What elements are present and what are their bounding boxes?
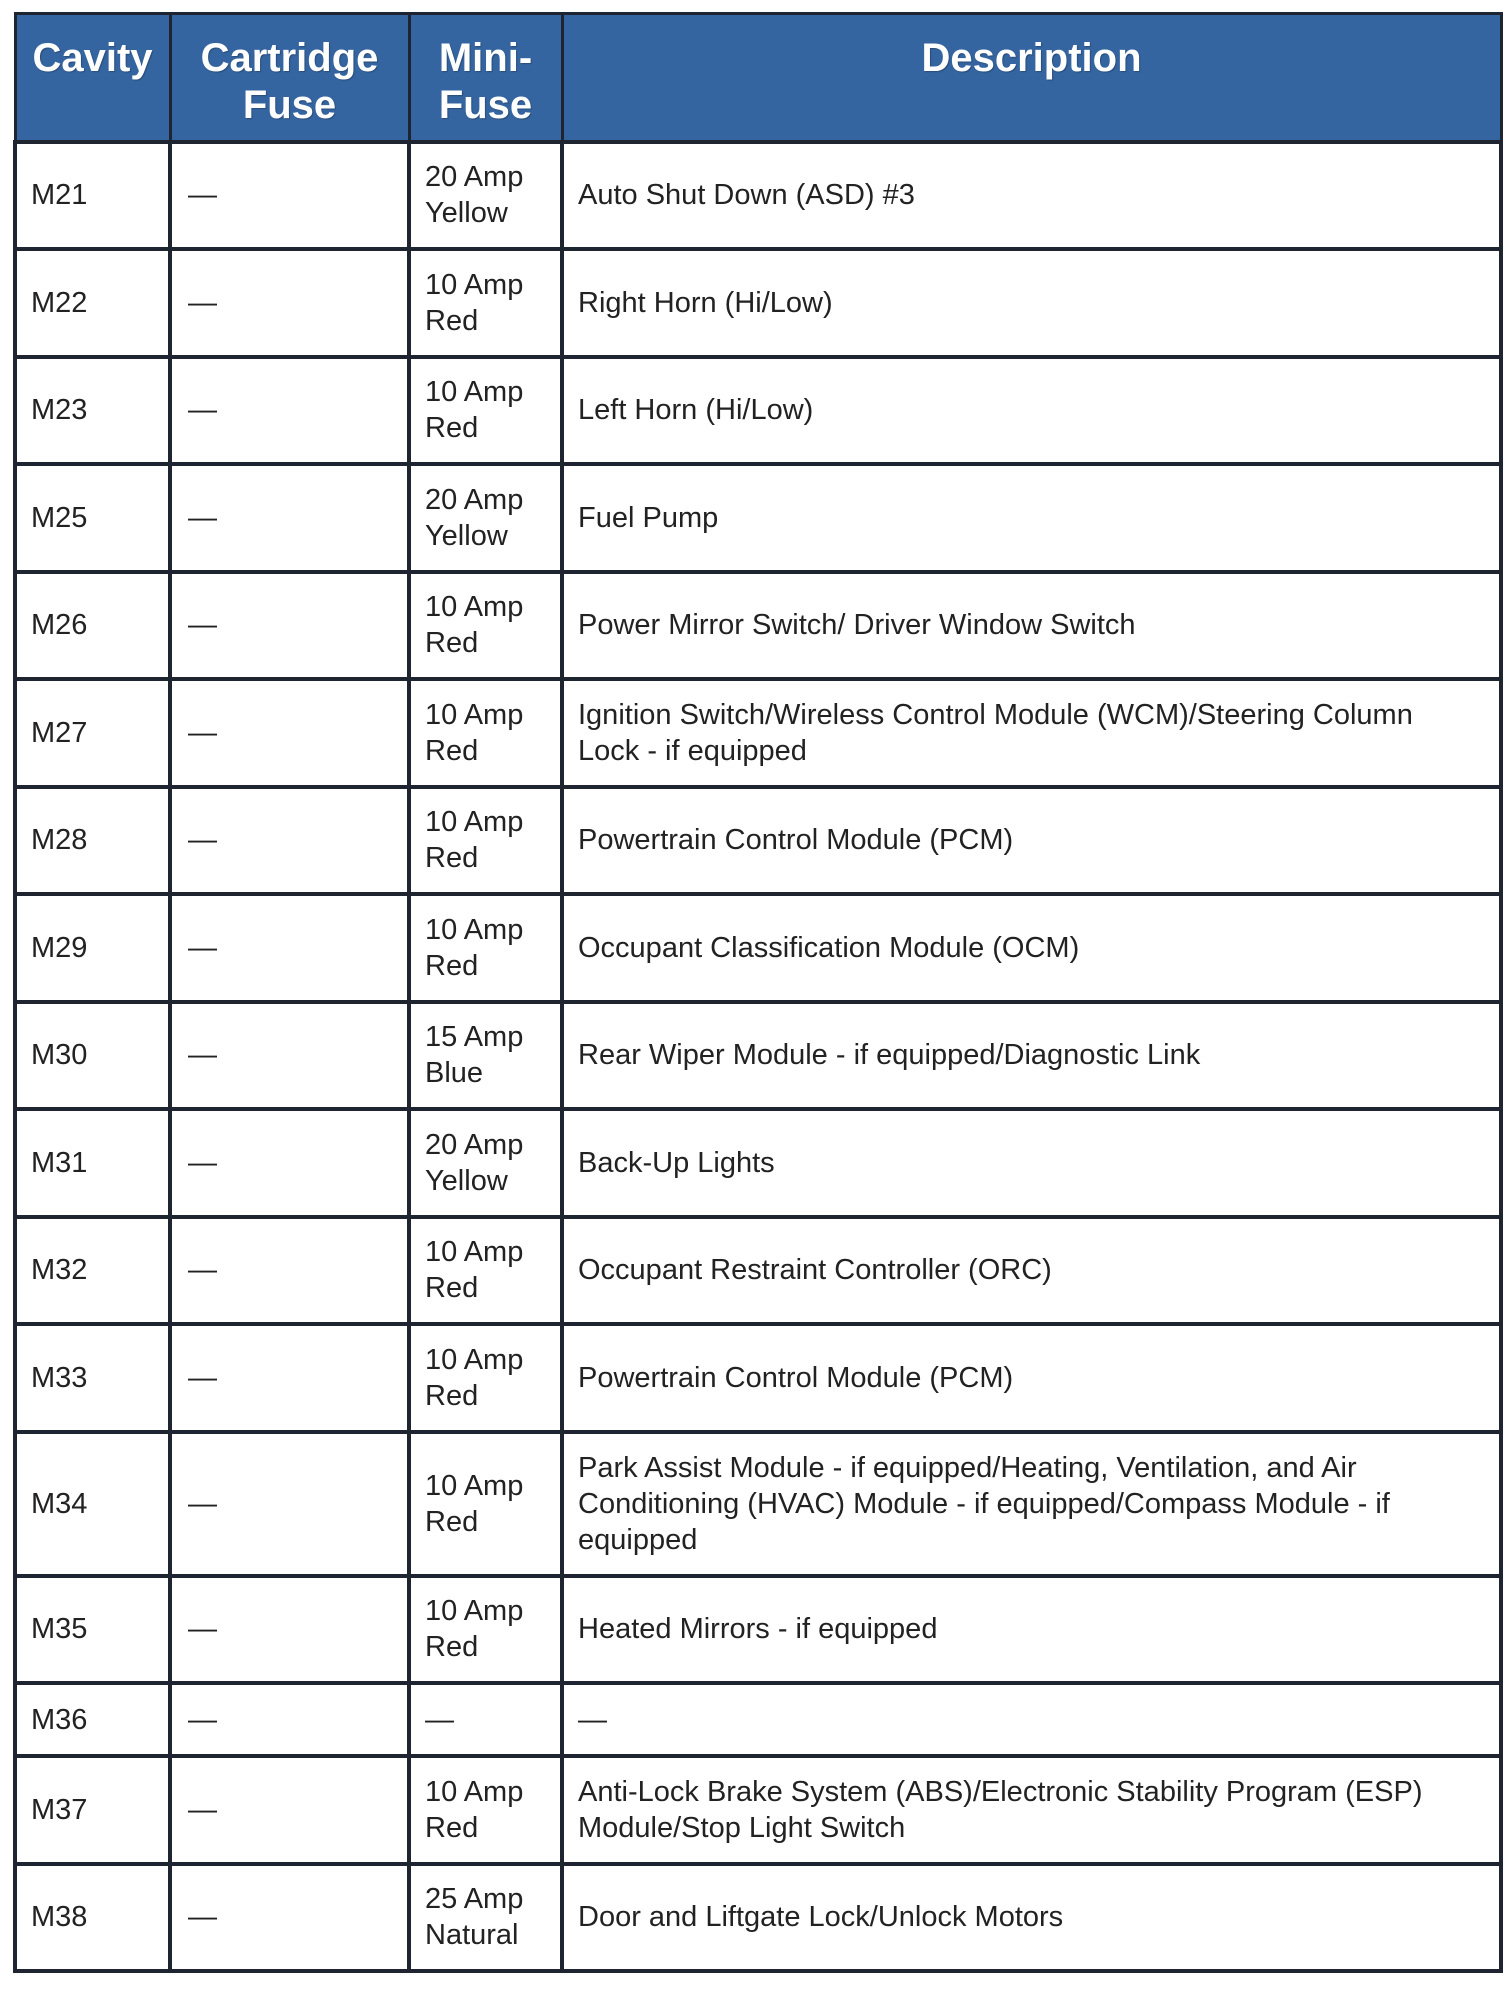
cell-mini-fuse <box>409 787 562 895</box>
cell-cavity: M32 <box>15 1217 170 1325</box>
cell-description: Ignition Switch/Wireless Control Module (WCM)/Steering Column Lock - if equipped <box>562 679 1501 787</box>
mini-fuse-color: Natural <box>425 1919 519 1952</box>
mini-fuse-color: Red <box>425 842 479 875</box>
cell-mini-fuse <box>409 464 562 572</box>
cell-cartridge-fuse: — <box>170 679 409 787</box>
mini-fuse-color: Red <box>425 412 479 445</box>
cell-mini-fuse <box>409 142 562 250</box>
cell-cartridge-fuse: — <box>170 357 409 465</box>
header-mini-fuse <box>409 14 562 142</box>
mini-fuse-color: Yellow <box>425 1164 508 1197</box>
cell-mini-fuse <box>409 1002 562 1110</box>
mini-fuse-color: Red <box>425 1505 479 1538</box>
cell-description: Powertrain Control Module (PCM) <box>562 1324 1501 1432</box>
cell-cavity: M23 <box>15 357 170 465</box>
cell-mini-fuse <box>409 1432 562 1576</box>
header-cavity <box>15 14 170 142</box>
mini-fuse-amperage: — <box>425 1703 454 1736</box>
cell-description: Auto Shut Down (ASD) #3 <box>562 142 1501 250</box>
table-row <box>15 1217 1501 1325</box>
cell-cartridge-fuse: — <box>170 1756 409 1864</box>
cell-description: Back-Up Lights <box>562 1109 1501 1217</box>
cell-cavity: M26 <box>15 572 170 680</box>
cell-mini-fuse <box>409 1109 562 1217</box>
cell-mini-fuse <box>409 894 562 1002</box>
cell-cavity: M21 <box>15 142 170 250</box>
cell-mini-fuse <box>409 249 562 357</box>
mini-fuse-color: Red <box>425 1379 479 1412</box>
mini-fuse-color: Red <box>425 1811 479 1844</box>
cell-description: Left Horn (Hi/Low) <box>562 357 1501 465</box>
cell-cavity: M30 <box>15 1002 170 1110</box>
cell-cavity: M36 <box>15 1683 170 1756</box>
cell-cavity: M22 <box>15 249 170 357</box>
cell-description: Right Horn (Hi/Low) <box>562 249 1501 357</box>
cell-cavity: M28 <box>15 787 170 895</box>
fuse-table <box>13 12 1503 1973</box>
cell-cavity: M27 <box>15 679 170 787</box>
header-cartridge-fuse <box>170 14 409 142</box>
mini-fuse-amperage: 20 Amp <box>425 161 524 194</box>
mini-fuse-amperage: 10 Amp <box>425 698 524 731</box>
mini-fuse-amperage: 10 Amp <box>425 806 524 839</box>
table-row <box>15 357 1501 465</box>
mini-fuse-amperage: 10 Amp <box>425 1236 524 1269</box>
table-row <box>15 1109 1501 1217</box>
cell-mini-fuse <box>409 1864 562 1972</box>
mini-fuse-amperage: 25 Amp <box>425 1883 524 1916</box>
header-mini-line2: Fuse <box>438 83 533 127</box>
table-row <box>15 572 1501 680</box>
cell-description: Powertrain Control Module (PCM) <box>562 787 1501 895</box>
table-row <box>15 787 1501 895</box>
table-body <box>15 142 1501 1972</box>
mini-fuse-amperage: 15 Amp <box>425 1021 524 1054</box>
cell-mini-fuse <box>409 1217 562 1325</box>
header-row <box>15 14 1501 142</box>
table-row <box>15 1683 1501 1756</box>
cell-mini-fuse <box>409 572 562 680</box>
cell-mini-fuse <box>409 1683 562 1756</box>
cell-cartridge-fuse: — <box>170 464 409 572</box>
cell-description: Heated Mirrors - if equipped <box>562 1576 1501 1684</box>
mini-fuse-color: Blue <box>425 1057 484 1090</box>
cell-cartridge-fuse: — <box>170 142 409 250</box>
mini-fuse-amperage: 20 Amp <box>425 483 524 516</box>
cell-mini-fuse <box>409 357 562 465</box>
cell-description: Fuel Pump <box>562 464 1501 572</box>
cell-description: Park Assist Module - if equipped/Heating, Ventilation, and Air Conditioning (HVAC) Module - if equipped/Compass Module - if equipped <box>562 1432 1501 1576</box>
mini-fuse-color: Yellow <box>425 519 508 552</box>
mini-fuse-amperage: 20 Amp <box>425 1128 524 1161</box>
mini-fuse-amperage: 10 Amp <box>425 1469 524 1502</box>
table-row <box>15 1864 1501 1972</box>
header-cavity-label: Cavity <box>32 36 153 80</box>
cell-cavity: M38 <box>15 1864 170 1972</box>
cell-cartridge-fuse: — <box>170 1576 409 1684</box>
table-row <box>15 142 1501 250</box>
mini-fuse-amperage: 10 Amp <box>425 1343 524 1376</box>
mini-fuse-amperage: 10 Amp <box>425 1775 524 1808</box>
cell-cavity: M35 <box>15 1576 170 1684</box>
table-row <box>15 1324 1501 1432</box>
cell-description: Door and Liftgate Lock/Unlock Motors <box>562 1864 1501 1972</box>
cell-cartridge-fuse: — <box>170 1324 409 1432</box>
cell-mini-fuse <box>409 1324 562 1432</box>
table-row <box>15 1002 1501 1110</box>
mini-fuse-amperage: 10 Amp <box>425 591 524 624</box>
cell-cartridge-fuse: — <box>170 787 409 895</box>
mini-fuse-amperage: 10 Amp <box>425 268 524 301</box>
cell-description: Anti-Lock Brake System (ABS)/Electronic Stability Program (ESP) Module/Stop Light Switch <box>562 1756 1501 1864</box>
cell-cartridge-fuse: — <box>170 1864 409 1972</box>
mini-fuse-color: Red <box>425 949 479 982</box>
table-row <box>15 1432 1501 1576</box>
header-cartridge-line1: Cartridge <box>200 36 379 80</box>
cell-cavity: M29 <box>15 894 170 1002</box>
cell-description: Occupant Classification Module (OCM) <box>562 894 1501 1002</box>
cell-cartridge-fuse: — <box>170 572 409 680</box>
cell-cartridge-fuse: — <box>170 249 409 357</box>
table-row <box>15 894 1501 1002</box>
mini-fuse-color: Yellow <box>425 197 508 230</box>
cell-description: Occupant Restraint Controller (ORC) <box>562 1217 1501 1325</box>
cell-mini-fuse <box>409 1576 562 1684</box>
mini-fuse-color: Red <box>425 1272 479 1305</box>
header-description-label: Description <box>921 36 1142 80</box>
mini-fuse-color: Red <box>425 304 479 337</box>
header-mini-line1: Mini- <box>438 36 533 80</box>
cell-cartridge-fuse: — <box>170 1217 409 1325</box>
cell-cavity: M31 <box>15 1109 170 1217</box>
cell-cartridge-fuse: — <box>170 1002 409 1110</box>
cell-mini-fuse <box>409 1756 562 1864</box>
mini-fuse-color: Red <box>425 734 479 767</box>
table-row <box>15 249 1501 357</box>
mini-fuse-color: Red <box>425 627 479 660</box>
table-row <box>15 1576 1501 1684</box>
cell-cartridge-fuse: — <box>170 894 409 1002</box>
cell-cavity: M34 <box>15 1432 170 1576</box>
mini-fuse-amperage: 10 Amp <box>425 913 524 946</box>
cell-cartridge-fuse: — <box>170 1683 409 1756</box>
mini-fuse-amperage: 10 Amp <box>425 1595 524 1628</box>
cell-description: Rear Wiper Module - if equipped/Diagnostic Link <box>562 1002 1501 1110</box>
cell-cartridge-fuse: — <box>170 1432 409 1576</box>
cell-mini-fuse <box>409 679 562 787</box>
header-description <box>562 14 1501 142</box>
table-header <box>15 14 1501 142</box>
mini-fuse-color: Red <box>425 1631 479 1664</box>
cell-cavity: M25 <box>15 464 170 572</box>
cell-cavity: M33 <box>15 1324 170 1432</box>
table-row <box>15 464 1501 572</box>
cell-description: — <box>562 1683 1501 1756</box>
cell-cartridge-fuse: — <box>170 1109 409 1217</box>
cell-description: Power Mirror Switch/ Driver Window Switch <box>562 572 1501 680</box>
table-row <box>15 679 1501 787</box>
table-row <box>15 1756 1501 1864</box>
mini-fuse-amperage: 10 Amp <box>425 376 524 409</box>
fuse-table-sheet <box>13 12 1499 1973</box>
header-cartridge-line2: Fuse <box>242 83 337 127</box>
cell-cavity: M37 <box>15 1756 170 1864</box>
